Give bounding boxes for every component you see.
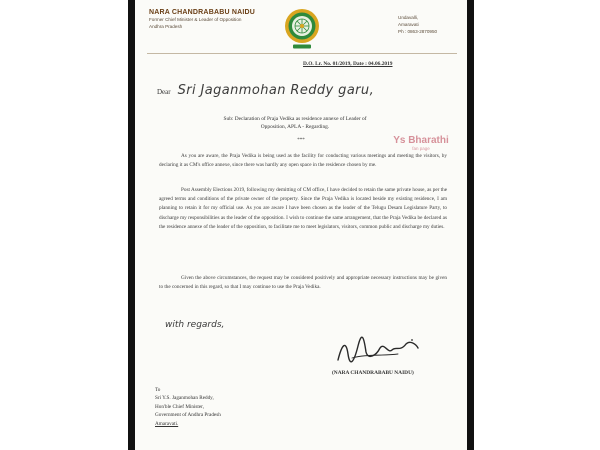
body-paragraph-3: Given the above circumstances, the request may be considered positively and appropriate necessary instructions may be given to the concerned in this regard, so that I may continue to use the Praja Vedika.: [159, 275, 447, 291]
watermark-subtitle: fan page: [412, 146, 430, 151]
signature-mark: [332, 334, 422, 366]
body-paragraph-2: Post Assembly Elections 2019, following my demitting of CM office, I have decided to retain the same private house, as per the agreed terms and conditions of the private owner of the property. Since the Praja Vedika is located beside my existing residence, I am planning to retain it for my official use. As you are aware I have been chosen as the leader of the Telugu Desam Legislature Party, to discharge my responsibilities as the leader of the opposition. I wish to continue the same arrangement, that the Praja Vedika be declared as the residence annexe of the leader of the opposition, to facilitate me to meet legislators, visitors, common public and discharge my duties.: [159, 187, 447, 230]
sender-name: NARA CHANDRABABU NAIDU: [149, 9, 256, 16]
address-line: Amaravati: [398, 22, 419, 27]
section-separator: ***: [297, 138, 305, 143]
address-line: Undavalli,: [398, 15, 419, 20]
subject-line: Opposition, APLA - Regarding.: [260, 124, 330, 130]
letter-page: [135, 0, 467, 450]
subject-line: Sub: Declaration of Praja Vedika as residence annexe of Leader of: [223, 116, 367, 122]
phone-line: Ph : 0863-2870950: [398, 29, 438, 34]
right-frame-border: [467, 0, 474, 450]
state-emblem-icon: [284, 7, 320, 51]
signer-name: (NARA CHANDRABABU NAIDU): [332, 370, 414, 376]
recipient-address: [155, 386, 221, 428]
sender-title-line: Former Chief Minister & Leader of Opposition: [149, 17, 242, 22]
letterhead-sender: [149, 9, 279, 30]
salutation: [157, 81, 457, 99]
recipient-line: Government of Andhra Pradesh: [155, 412, 221, 419]
recipient-line: To: [155, 387, 161, 393]
letter-reference: D.O. Lr. No. 01/2019, Date : 04.06.2019: [303, 61, 393, 67]
letter-subject: [175, 115, 415, 131]
recipient-line: Sri Y.S. Jaganmohan Reddy,: [155, 395, 214, 402]
handwritten-closing: with regards,: [165, 320, 225, 330]
letterhead-address: [398, 14, 458, 35]
letterhead-divider: [147, 53, 457, 54]
watermark: [387, 135, 455, 151]
recipient-line: Amaravati.: [155, 420, 179, 427]
body-paragraph-1: As you are aware, the Praja Vedika is being used as the facility for conducting various meetings and meeting the visitors, by declaring it as CM's office annexe, since there was hardly any open space in the residence chosen by me.: [159, 153, 447, 169]
recipient-line: Hon'ble Chief Minister,: [155, 403, 204, 410]
handwritten-addressee: Sri Jaganmohan Reddy garu,: [177, 83, 375, 98]
salutation-prefix: Dear: [157, 88, 171, 96]
watermark-name: Ys Bharathi: [393, 135, 449, 146]
left-frame-border: [128, 0, 135, 450]
sender-state-line: Andhra Pradesh: [149, 24, 183, 29]
